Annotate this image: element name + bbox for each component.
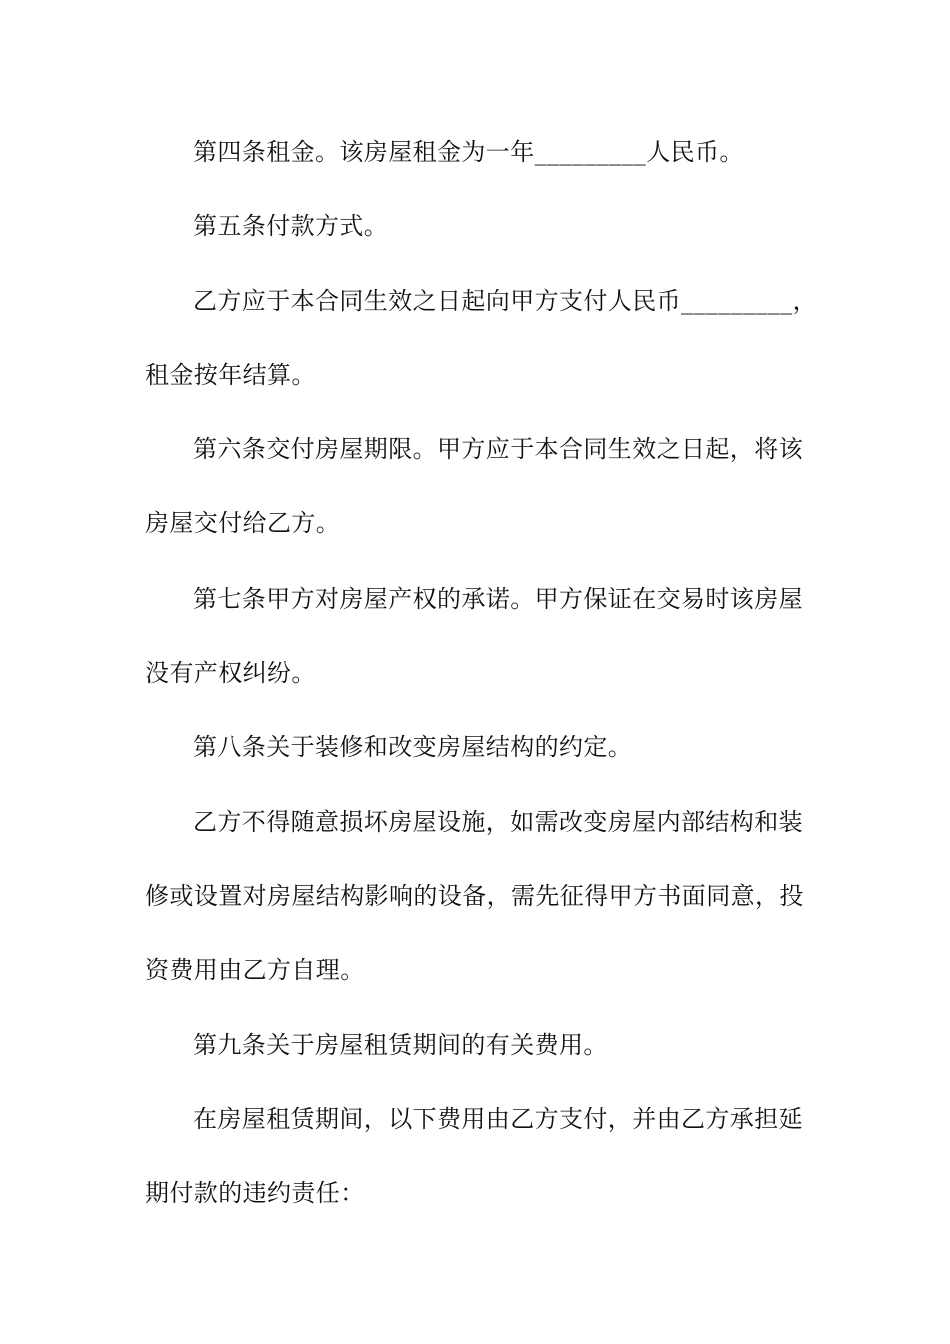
text-line-payment-1: 乙方应于本合同生效之日起向甲方支付人民币_________，	[193, 287, 817, 315]
text-line-article-6-2: 房屋交付给乙方。	[145, 509, 341, 537]
text-line-fees-1: 在房屋租赁期间，以下费用由乙方支付，并由乙方承担延	[193, 1105, 803, 1133]
text-line-article-5: 第五条付款方式。	[193, 212, 389, 240]
text-line-renovation-2: 修或设置对房屋结构影响的设备，需先征得甲方书面同意，投	[145, 882, 804, 910]
text-line-article-4: 第四条租金。该房屋租金为一年_________人民币。	[193, 138, 744, 166]
text-line-renovation-1: 乙方不得随意损坏房屋设施，如需改变房屋内部结构和装	[193, 808, 803, 836]
text-line-article-7-1: 第七条甲方对房屋产权的承诺。甲方保证在交易时该房屋	[193, 585, 803, 613]
text-line-article-9: 第九条关于房屋租赁期间的有关费用。	[193, 1031, 608, 1059]
text-line-article-7-2: 没有产权纠纷。	[145, 659, 316, 687]
text-line-renovation-3: 资费用由乙方自理。	[145, 956, 365, 984]
text-line-payment-2: 租金按年结算。	[145, 361, 316, 389]
text-line-article-6-1: 第六条交付房屋期限。甲方应于本合同生效之日起，将该	[193, 435, 803, 463]
text-line-article-8: 第八条关于装修和改变房屋结构的约定。	[193, 733, 633, 761]
text-line-fees-2: 期付款的违约责任：	[145, 1179, 365, 1207]
